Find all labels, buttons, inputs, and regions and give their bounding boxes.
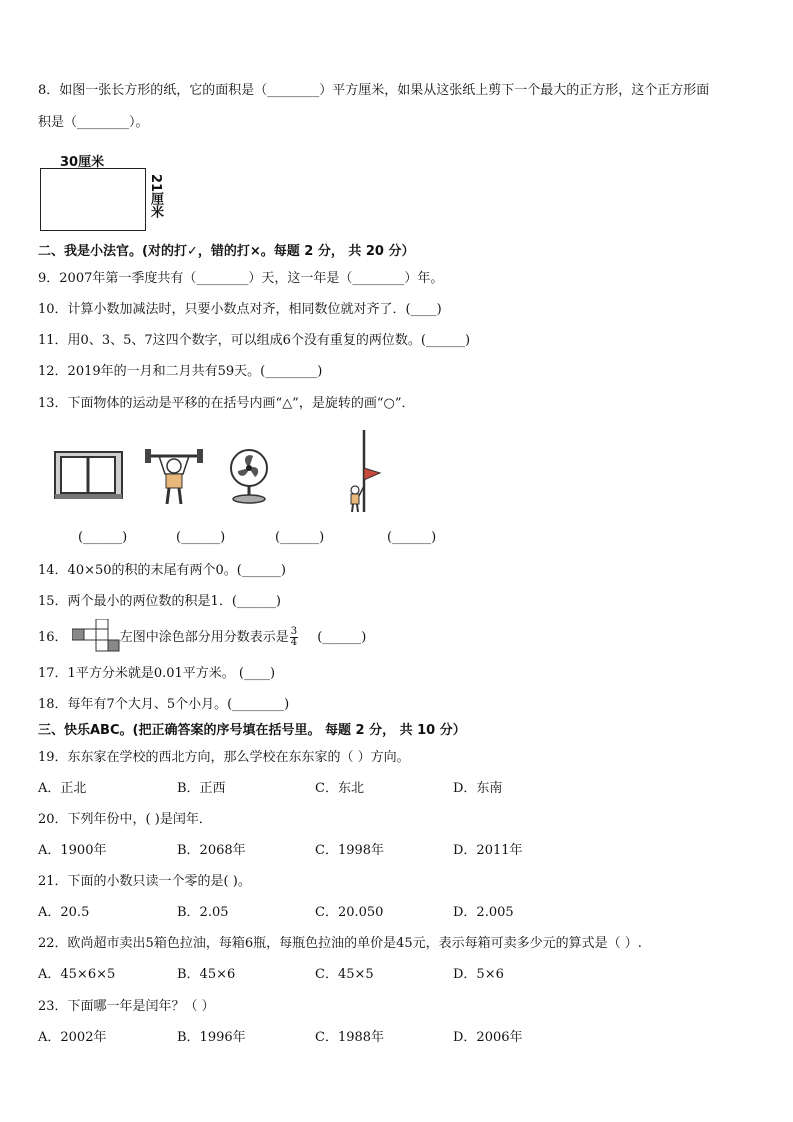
q19-option-a[interactable]: A．正北: [38, 781, 87, 796]
rectangle-height-label: 21厘米: [148, 174, 163, 219]
question-14: 14．40×50的积的末尾有两个0。(______): [38, 563, 286, 578]
q23-option-c[interactable]: C．1988年: [315, 1030, 385, 1045]
sliding-window-icon: [54, 448, 124, 500]
cross-grid-figure: [72, 619, 120, 653]
electric-fan-icon: [226, 448, 272, 504]
q23-option-d[interactable]: D．2006年: [453, 1030, 523, 1045]
question-20: 20．下列年份中，( )是闰年．: [38, 812, 212, 827]
question-16-blank[interactable]: (______): [317, 630, 367, 645]
q21-option-d[interactable]: D．2.005: [453, 905, 514, 920]
question-16-number: 16．: [38, 630, 68, 645]
question-13-blank-2[interactable]: (______): [176, 530, 226, 545]
rectangle-figure: [40, 168, 146, 231]
question-10: 10．计算小数加减法时，只要小数点对齐，相同数位就对齐了．(____): [38, 302, 442, 317]
question-16-text: 左图中涂色部分用分数表示是: [119, 630, 289, 645]
question-22: 22．欧尚超市卖出5箱色拉油，每箱6瓶，每瓶色拉油的单价是45元，表示每箱可卖多少元的算式是（ ）.: [38, 936, 642, 951]
question-13-blank-4[interactable]: (______): [387, 530, 437, 545]
q22-option-d[interactable]: D．5×6: [453, 967, 504, 982]
q20-option-d[interactable]: D．2011年: [453, 843, 523, 858]
section-3-title: 三、快乐ABC。(把正确答案的序号填在括号里。 每题 2 分， 共 10 分）: [38, 723, 466, 738]
q19-option-b[interactable]: B．正西: [177, 781, 226, 796]
q20-option-a[interactable]: A．1900年: [38, 843, 107, 858]
q19-option-c[interactable]: C．东北: [315, 781, 364, 796]
question-17: 17．1平方分米就是0.01平方米。 (____): [38, 666, 276, 681]
q22-option-c[interactable]: C．45×5: [315, 967, 374, 982]
question-8-line-2: 积是（________）。: [38, 115, 149, 130]
q23-option-a[interactable]: A．2002年: [38, 1030, 107, 1045]
q21-option-b[interactable]: B．2.05: [177, 905, 229, 920]
question-8-line-1: 8．如图一张长方形的纸，它的面积是（________）平方厘米，如果从这张纸上剪下一个最大的正方形，这个正方形面: [38, 83, 710, 98]
q21-option-c[interactable]: C．20.050: [315, 905, 384, 920]
q23-option-b[interactable]: B．1996年: [177, 1030, 246, 1045]
q21-option-a[interactable]: A．20.5: [38, 905, 90, 920]
flag-raising-icon: [344, 428, 386, 514]
fraction-three-quarters: $\frac{3}{4}$: [290, 626, 298, 648]
question-13-blank-3[interactable]: (______): [275, 530, 325, 545]
section-2-title: 二、我是小法官。(对的打✓，错的打×。每题 2 分， 共 20 分）: [38, 244, 415, 259]
q22-option-a[interactable]: A．45×6×5: [38, 967, 116, 982]
question-18: 18．每年有7个大月、5个小月。(________): [38, 697, 290, 712]
question-23: 23．下面哪一年是闰年？（ ）: [38, 999, 215, 1014]
question-16: [38, 627, 366, 648]
question-13-blank-1[interactable]: (______): [78, 530, 128, 545]
question-15: 15．两个最小的两位数的积是1．(______): [38, 594, 281, 609]
q19-option-d[interactable]: D．东南: [453, 781, 503, 796]
question-19: 19．东东家在学校的西北方向，那么学校在东东家的（ ）方向。: [38, 750, 410, 765]
question-21: 21．下面的小数只读一个零的是( )。: [38, 874, 251, 889]
q22-option-b[interactable]: B．45×6: [177, 967, 236, 982]
question-13: 13．下面物体的运动是平移的在括号内画“△”，是旋转的画“○”．: [38, 396, 415, 411]
q20-option-b[interactable]: B．2068年: [177, 843, 246, 858]
q20-option-c[interactable]: C．1998年: [315, 843, 385, 858]
rectangle-width-label: 30厘米: [60, 155, 105, 170]
question-9: 9．2007年第一季度共有（________）天，这一年是（________）年。: [38, 271, 444, 286]
question-11: 11．用0、3、5、7这四个数字，可以组成6个没有重复的两位数。(______): [38, 333, 471, 348]
question-12: 12．2019年的一月和二月共有59天。(________): [38, 364, 323, 379]
weightlifter-icon: [143, 444, 205, 508]
